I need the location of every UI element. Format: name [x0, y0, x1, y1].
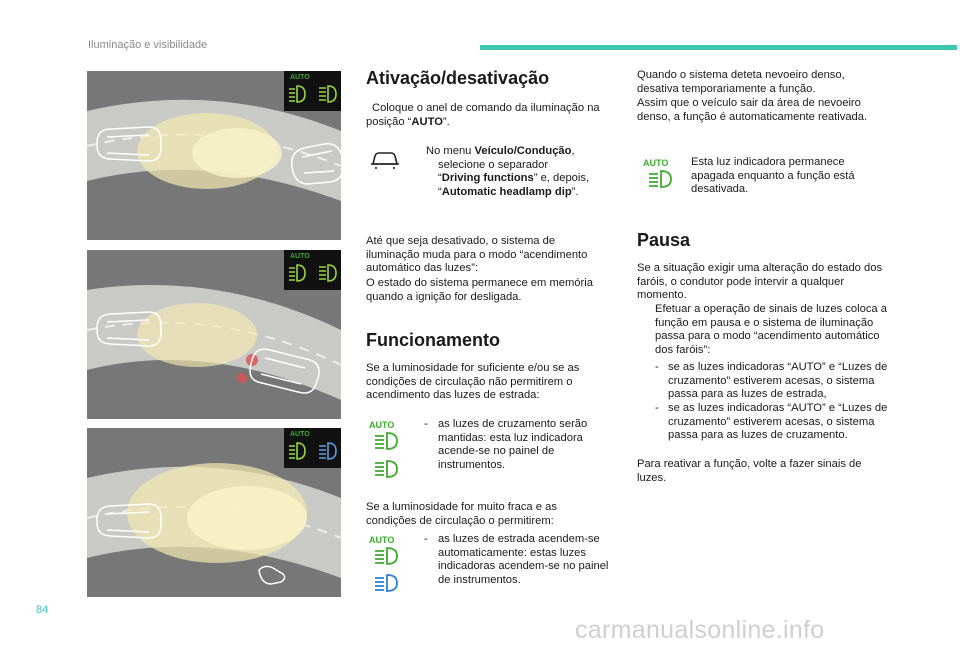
instrument-panel-1: [284, 71, 341, 111]
menu-text: ,: [571, 145, 575, 157]
high-beam-icon: [369, 572, 403, 594]
bullet-pause-text: Efetuar a operação de sinais de luzes coloca a função em pausa e o sistema de iluminação passa para o modo “acendimento automático dos faróis”:: [655, 303, 887, 356]
sub-item-2: [655, 402, 890, 443]
indicator-auto-high-beam: [369, 535, 405, 593]
auto-headlamp-icon: [369, 430, 403, 452]
illustration-low-beam-road: [87, 71, 341, 240]
menu-text: ” e, depois,: [533, 172, 590, 185]
dash: -: [655, 402, 659, 414]
paragraph-fog-reactivation: Assim que o veículo sair da área de nevoeiro denso, a função é automaticamente reativada.: [637, 97, 868, 123]
driving-functions-label: Driving functions: [441, 172, 534, 185]
menu-text: ”.: [571, 185, 579, 198]
bullet-text: Coloque o anel de comando da iluminação na posição “: [366, 102, 600, 128]
bullet-pause: [637, 303, 892, 357]
paragraph-reactivate: Para reativar a função, volte a fazer sinais de luzes.: [637, 458, 862, 484]
indicator-note: Esta luz indicadora permanece apagada enquanto a função está desativada.: [691, 156, 855, 196]
indicator-auto-low-beam: [369, 420, 405, 478]
auto-indicator-label: AUTO: [290, 74, 310, 81]
low-beam-icon: [288, 262, 338, 284]
auto-indicator-label: AUTO: [369, 535, 395, 545]
heading-pause: Pausa: [637, 230, 691, 250]
header-accent-bar: [480, 45, 957, 50]
list-item-high-beam: [424, 533, 609, 587]
page-number: 84: [36, 604, 49, 616]
illustration-high-beam-road: [87, 428, 341, 597]
menu-vehicle-label: Veículo/Condução: [474, 145, 572, 157]
sub-item-1: [655, 361, 890, 402]
list-item-low-beam: [424, 418, 609, 472]
auto-indicator-label: AUTO: [643, 158, 669, 168]
paragraph-low-light: Se a luminosidade for muito fraca e as condições de circulação o permitirem:: [366, 501, 557, 527]
paragraph-pause: Se a situação exigir uma alteração do estado dos faróis, o condutor pode intervir a qualquer momento.: [637, 262, 883, 302]
dash: -: [655, 361, 659, 373]
auto-headlamp-icon: [643, 168, 677, 190]
instrument-panel-2: [284, 250, 341, 290]
dash: -: [424, 533, 428, 545]
car-settings-icon: [370, 148, 400, 170]
heading-activation: Ativação/desativação: [366, 68, 550, 88]
high-beam-icon: [288, 440, 338, 462]
paragraph-deactivation: Até que seja desativado, o sistema de iluminação muda para o modo “acendimento automático das luzes”:: [366, 235, 588, 275]
indicator-auto-off: [643, 158, 679, 194]
auto-indicator-label: AUTO: [290, 253, 310, 260]
section-title: Iluminação e visibilidade: [88, 39, 208, 51]
automatic-headlamp-dip-label: Automatic headlamp dip: [441, 185, 572, 198]
bullet-bold: AUTO: [411, 115, 443, 128]
bullet-end: ”.: [442, 115, 450, 128]
sub-item-text: se as luzes indicadoras “AUTO” e “Luzes de cruzamento” estiverem acesas, o sistema passa para as luzes de cruzamento.: [668, 402, 888, 442]
paragraph-fog: Quando o sistema deteta nevoeiro denso, desativa temporariamente a função.: [637, 69, 845, 95]
watermark: carmanualsonline.info: [575, 616, 825, 644]
sub-item-text: se as luzes indicadoras “AUTO” e “Luzes de cruzamento” estiverem acesas, o sistema passa para as luzes de estrada,: [668, 361, 888, 401]
menu-instructions: [420, 145, 620, 199]
instrument-panel-3: [284, 428, 341, 468]
menu-text: “: [438, 185, 442, 198]
paragraph-sufficient-light: Se a luminosidade for suficiente e/ou se as condições de circulação não permitirem o acendimento das luzes de estrada:: [366, 362, 580, 402]
bullet-auto-position: [366, 102, 616, 129]
heading-operation: Funcionamento: [366, 330, 500, 350]
menu-line: selecione o separador: [438, 158, 549, 171]
list-item-text: as luzes de cruzamento serão mantidas: esta luz indicadora acende-se no painel de instrumentos.: [438, 418, 588, 471]
low-beam-icon: [369, 458, 403, 480]
auto-headlamp-icon: [369, 545, 403, 567]
menu-text: No menu: [426, 145, 475, 157]
paragraph-memory: O estado do sistema permanece em memória quando a ignição for desligada.: [366, 277, 593, 303]
dash: -: [424, 418, 428, 430]
illustration-oncoming-car: [87, 250, 341, 419]
low-beam-icon: [288, 83, 338, 105]
auto-indicator-label: AUTO: [290, 431, 310, 438]
menu-text: “: [438, 172, 442, 185]
auto-indicator-label: AUTO: [369, 420, 395, 430]
list-item-text: as luzes de estrada acendem-se automaticamente: estas luzes indicadoras acendem-se no painel de instrumentos.: [438, 533, 609, 586]
